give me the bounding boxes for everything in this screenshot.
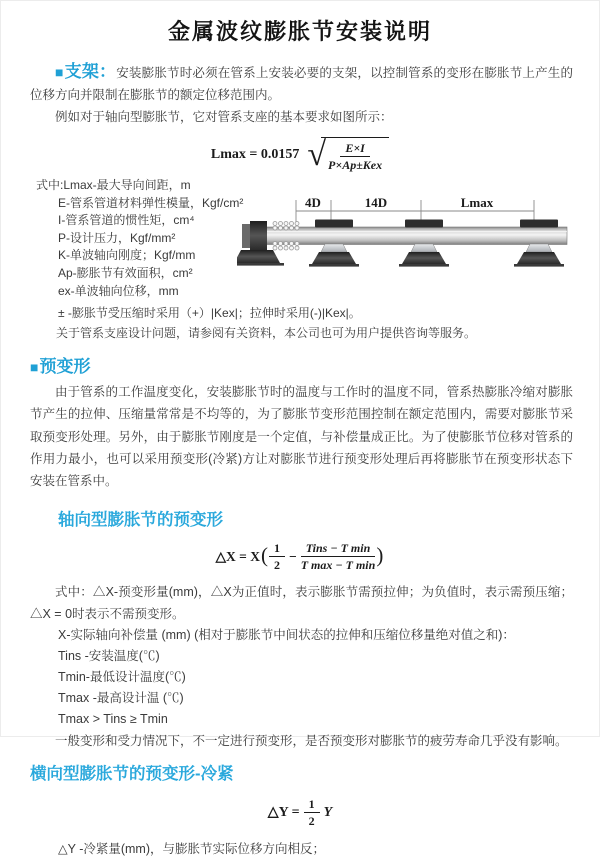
pipe-support-diagram [237,187,597,289]
definition-line: E-管系管道材料弹性模量，Kgf/cm² [58,195,244,210]
section-marker-icon: ■ [30,359,39,376]
support-intro-text: 安装膨胀节时必须在管系上安装必要的支架，以控制管系的变形在膨胀节上产生的位移方向并限制在膨胀节的额定位移范围内。 [30,66,573,102]
definition-line: X-实际轴向补偿量 (mm) (相对于膨胀节中间状态的拉伸和压缩位移量绝对值之和)： [58,627,515,642]
definition-line: P-设计压力，Kgf/mm² [58,230,176,245]
lmax-formula [1,137,599,173]
fraction-numerator: 1 [269,541,285,557]
definition-note-pm: ± -膨胀节受压缩时采用（+）|Kex|；拉伸时采用(-)|Kex|。 [58,306,361,321]
definition-line: K-单波轴向刚度；Kgf/mm [58,248,196,263]
fraction-numerator: Tins − T min [301,541,376,557]
predeform-section-heading: 预变形 [39,357,91,377]
lateral-formula-rhs: Y [323,804,333,820]
fraction-denominator: 2 [274,557,280,572]
axial-formula [1,541,599,573]
lateral-note-line: △Y -冷紧量(mm)，与膨胀节实际位移方向相反； [58,841,326,856]
support-intro-paragraph [30,61,573,106]
lateral-formula-lhs: △Y = [267,805,300,821]
axial-note-line: 一般变形和受力情况下，不一定进行预变形，是否预变形对膨胀节的疲劳寿命几乎没有影响。 [55,733,568,748]
minus-sign: − [289,548,297,564]
one-half-fraction [304,797,320,829]
definition-line: Tmax > Tins ≥ Tmin [58,711,168,726]
definition-line: Ap-膨胀节有效面积，cm² [58,265,193,280]
dimension-label-4d: 4D [305,195,321,210]
dimension-label-14d: 14D [364,195,388,210]
sqrt-radical [307,137,389,173]
definition-line: ex-单波轴向位移，mm [58,283,179,298]
section-marker-icon: ■ [55,64,64,80]
support-example-line: 例如对于轴向型膨胀节，它对管系支座的基本要求如图所示： [55,110,393,124]
definition-line: Tmax -最高设计温 (℃) [58,690,184,705]
pipe-support-diagram-svg [237,187,597,289]
dimension-label-lmax: Lmax [460,195,494,210]
radical-sign: √ [307,135,327,173]
lateral-subheading: 横向型膨胀节的预变形-冷紧 [30,764,234,783]
predeform-body-paragraph: 由于管系的工作温度变化，安装膨胀节时的温度与工作时的温度不同，管系热膨胀冷缩对膨胀节产生的拉伸、压缩量常常是不均等的，为了膨胀节变形范围控制在额定范围内，需要对膨胀节采取预变形处理。另外，由于膨胀节刚度是一个定值，与补偿量成正比。为了使膨胀节位移对管系的作用力最小，也可以采用预变形(冷紧)方让对膨胀节进行预变形处理后再将膨胀节在预变形状态下安装在管系中。 [30,385,573,489]
predeform-section-heading-row [30,356,599,379]
fraction-numerator: E×I [340,141,370,157]
axial-subheading: 轴向型膨胀节的预变形 [58,510,223,529]
temperature-fraction [301,541,376,573]
one-half-fraction [269,541,285,573]
definition-line: Tmin-最低设计温度(℃) [58,669,186,684]
axial-explain-paragraph: 式中：△X-预变形量(mm)，△X为正值时，表示膨胀节需预拉伸；为负值时，表示需预压缩；△X = 0时表示不需预变形。 [30,584,573,621]
support-section-heading: 支架： [64,62,117,81]
axial-definition-list [58,625,599,730]
lmax-formula-fraction [328,141,382,173]
definition-line: I-管系管道的惯性矩，cm⁴ [58,213,195,228]
fraction-denominator: P×Ap±Kex [328,158,383,172]
close-paren: ) [376,543,384,568]
definition-note-service: 关于管系支座设计问题，请参阅有关资料，本公司也可为用户提供咨询等服务。 [56,326,477,341]
fraction-denominator: T max − T min [300,557,376,572]
lmax-formula-lhs: Lmax = 0.0157 [210,147,300,162]
open-paren: ( [261,543,268,568]
lateral-formula [1,797,599,829]
definition-line: Tins -安装温度(℃) [58,648,160,663]
definition-line: 式中:Lmax-最大导向间距，m [36,178,191,192]
axial-formula-lhs: △X = X [215,548,260,564]
fraction-numerator: 1 [304,797,320,813]
fraction-denominator: 2 [308,813,315,828]
page-title: 金属波纹膨胀节安装说明 [167,19,432,44]
